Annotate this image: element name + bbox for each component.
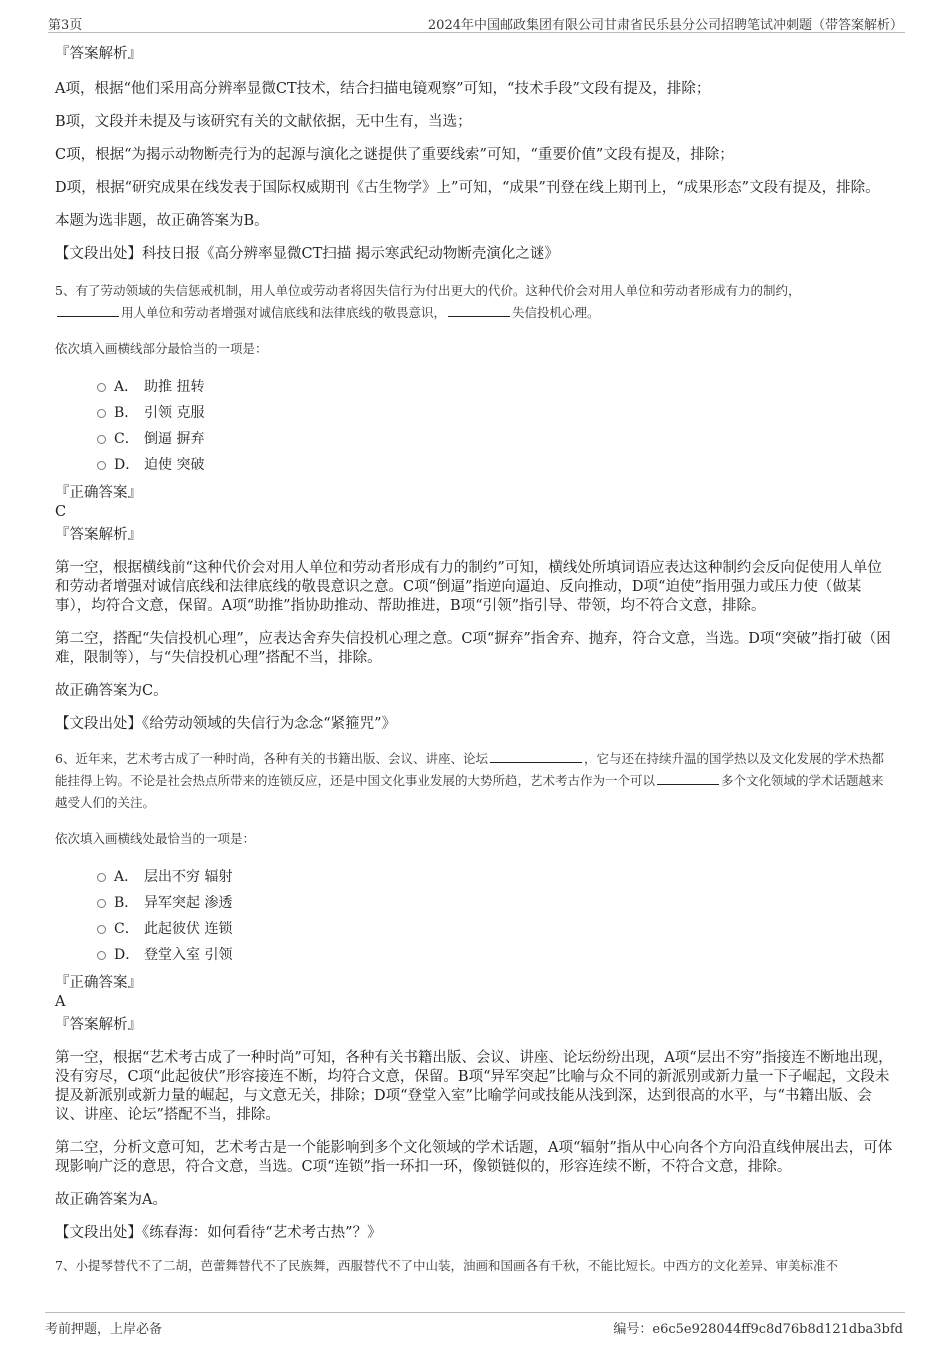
q6-analysis-label: 『答案解析』 [55, 1017, 142, 1033]
q6-stem-part1: 6、近年来，艺术考古成了一种时尚，各种有关的书籍出版、会议、讲座、论坛 [55, 751, 488, 766]
q6-option-d[interactable] [97, 942, 895, 968]
q5-option-b[interactable] [97, 400, 895, 426]
q5-option-d[interactable] [97, 452, 895, 478]
option-letter: A． [114, 379, 139, 395]
option-text: 此起彼伏 连锁 [144, 921, 233, 937]
q5-blank-1 [57, 304, 119, 317]
q4-conclusion: 本题为选非题，故正确答案为B。 [55, 213, 269, 229]
q5-analysis-1: 第一空，根据横线前“这种代价会对用人单位和劳动者形成有力的制约”可知，横线处所填词语应表达这种制约会反向促使用人单位和劳动者增强对诚信底线和法律底线的敬畏意识之意。C项“倒逼”指逆向逼迫、反向推动，D项“迫使”指用强力或压力使（做某事），均符合文意，保留。A项“助推”指协助推动、帮助推进，B项“引领”指引导、带领，均不符合文意，排除。 [55, 560, 882, 614]
option-text: 引领 克服 [144, 405, 205, 421]
document-serial: 编号：e6c5e928044ff9c8d76b8d121dba3bfd [613, 1322, 903, 1337]
q5-blank-2 [448, 304, 510, 317]
footer-slogan: 考前押题，上岸必备 [45, 1322, 163, 1337]
q6-stem [55, 748, 895, 814]
radio-icon[interactable] [97, 461, 106, 470]
radio-icon[interactable] [97, 925, 106, 934]
option-text: 倒逼 摒弃 [144, 431, 205, 447]
option-letter: D． [114, 947, 140, 963]
q5-options [97, 374, 895, 478]
document-title: 2024年中国邮政集团有限公司甘肃省民乐县分公司招聘笔试冲刺题（带答案解析） [427, 18, 903, 33]
option-letter: D． [114, 457, 140, 473]
option-letter: C． [114, 921, 139, 937]
radio-icon[interactable] [97, 435, 106, 444]
q5-stem [55, 280, 895, 324]
page-footer [45, 1312, 905, 1337]
option-text: 登堂入室 引领 [144, 947, 233, 963]
q6-analysis-2: 第二空，分析文意可知，艺术考古是一个能影响到多个文化领域的学术话题，A项“辐射”指从中心向各个方向沿直线伸展出去，可体现影响广泛的意思，符合文意，当选。C项“连锁”指一环扣一环，像锁链似的，形容连续不断，不符合文意，排除。 [55, 1140, 893, 1175]
q5-analysis-2: 第二空，搭配“失信投机心理”，应表达舍弃失信投机心理之意。C项“摒弃”指舍弃、抛弃，符合文意，当选。D项“突破”指打破（困难，限制等），与“失信投机心理”搭配不当，排除。 [55, 631, 891, 666]
q5-conclusion: 故正确答案为C。 [55, 683, 168, 699]
q5-prompt: 依次填入画横线部分最恰当的一项是： [55, 341, 268, 356]
radio-icon[interactable] [97, 899, 106, 908]
q6-option-c[interactable] [97, 916, 895, 942]
option-letter: C． [114, 431, 139, 447]
q6-conclusion: 故正确答案为A。 [55, 1192, 167, 1208]
option-text: 层出不穷 辐射 [144, 869, 233, 885]
option-letter: A． [114, 869, 139, 885]
option-text: 迫使 突破 [144, 457, 205, 473]
q5-analysis-label: 『答案解析』 [55, 527, 142, 543]
q4-source: 【文段出处】科技日报《高分辨率显微CT扫描 揭示寒武纪动物断壳演化之谜》 [55, 246, 559, 262]
q6-options [97, 864, 895, 968]
q4-analysis-c: C项，根据“为揭示动物断壳行为的起源与演化之谜提供了重要线索”可知，“重要价值”文段有提及，排除； [55, 147, 734, 163]
q6-option-a[interactable] [97, 864, 895, 890]
q6-stem-part3: 多个文化领域的学术话题越来越受人们的关注。 [55, 773, 884, 810]
q6-source: 【文段出处】《练春海：如何看待“艺术考古热”？》 [55, 1225, 382, 1241]
q6-analysis-1: 第一空，根据“艺术考古成了一种时尚”可知，各种有关书籍出版、会议、讲座、论坛纷纷出现，A项“层出不穷”指接连不断地出现，没有穷尽，C项“此起彼伏”形容接连不断，均符合文意，保留。B项“异军突起”比喻与众不同的新派别或新力量一下子崛起，文段未提及新派别或新力量的崛起，与文意无关，排除；D项“登堂入室”比喻学问或技能从浅到深，达到很高的水平，与“书籍出版、会议、讲座、论坛”搭配不当，排除。 [55, 1050, 893, 1123]
q4-analysis-label: 『答案解析』 [55, 46, 142, 62]
q5-stem-part1: 5、有了劳动领域的失信惩戒机制，用人单位或劳动者将因失信行为付出更大的代价。这种代价会对用人单位和劳动者形成有力的制约， [55, 283, 801, 298]
q6-answer: A [55, 994, 66, 1010]
q7-stem: 7、小提琴替代不了二胡，芭蕾舞替代不了民族舞，西服替代不了中山装，油画和国画各有千秋，不能比短长。中西方的文化差异、审美标准不 [55, 1258, 838, 1273]
q5-answer: C [55, 504, 67, 520]
q6-stem-part2: ，它与还在持续升温的国学热以及文化发展的学术热都能挂得上钩。不论是社会热点所带来的连锁反应，还是中国文化事业发展的大势所趋，艺术考古作为一个可以 [55, 751, 884, 788]
q5-stem-part2: 用人单位和劳动者增强对诚信底线和法律底线的敬畏意识， [121, 305, 447, 320]
q5-stem-part3: 失信投机心理。 [512, 305, 600, 320]
option-text: 助推 扭转 [144, 379, 205, 395]
q4-analysis-d: D项，根据“研究成果在线发表于国际权威期刊《古生物学》上”可知，“成果”刊登在线上期刊上，“成果形态”文段有提及，排除。 [55, 180, 880, 196]
q5-option-a[interactable] [97, 374, 895, 400]
q5-answer-label: 『正确答案』 [55, 485, 142, 501]
q4-analysis-a: A项，根据“他们采用高分辨率显微CT技术，结合扫描电镜观察”可知，“技术手段”文段有提及，排除； [55, 81, 711, 97]
q6-prompt: 依次填入画横线处最恰当的一项是： [55, 831, 256, 846]
option-text: 异军突起 渗透 [144, 895, 233, 911]
q4-analysis-b: B项，文段并未提及与该研究有关的文献依据，无中生有，当选； [55, 114, 472, 130]
radio-icon[interactable] [97, 409, 106, 418]
q6-blank-1 [490, 750, 582, 763]
q6-answer-label: 『正确答案』 [55, 975, 142, 991]
option-letter: B． [114, 405, 139, 421]
page-header [48, 10, 905, 33]
radio-icon[interactable] [97, 383, 106, 392]
q6-option-b[interactable] [97, 890, 895, 916]
q5-source: 【文段出处】《给劳动领域的失信行为念念“紧箍咒”》 [55, 716, 397, 732]
q6-blank-2 [657, 772, 719, 785]
option-letter: B． [114, 895, 139, 911]
radio-icon[interactable] [97, 873, 106, 882]
page-content [55, 45, 895, 1277]
page-number: 第3页 [48, 18, 83, 33]
radio-icon[interactable] [97, 951, 106, 960]
q5-option-c[interactable] [97, 426, 895, 452]
